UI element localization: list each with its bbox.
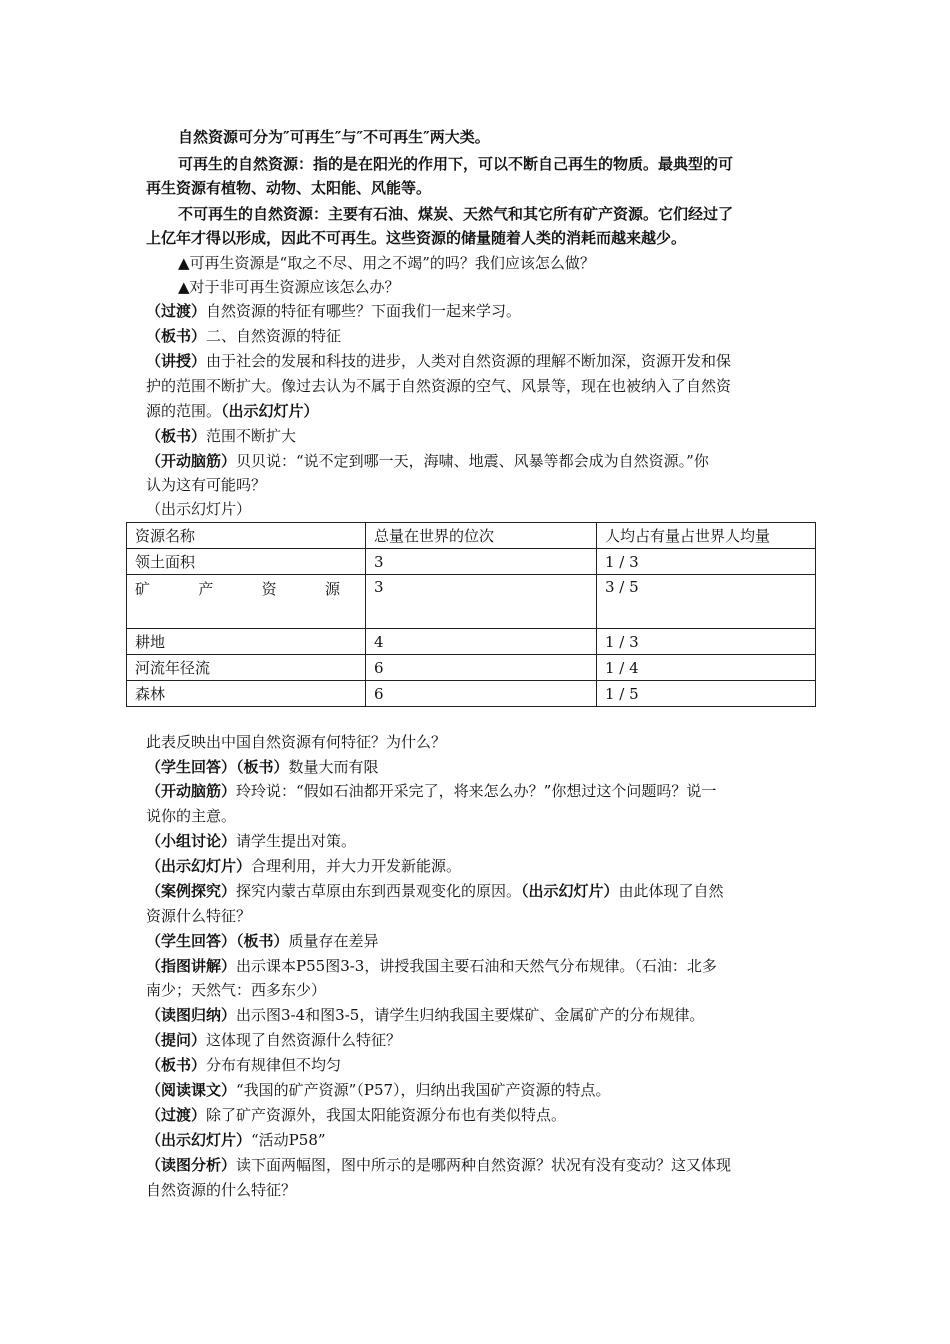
transition-text-2: 除了矿产资源外，我国太阳能资源分布也有类似特点。 — [206, 1106, 567, 1124]
board-line-3 — [146, 1055, 816, 1075]
table-cell: 耕地 — [127, 629, 366, 655]
board-text-3: 分布有规律但不均匀 — [206, 1056, 342, 1074]
map-analysis-line-1 — [146, 1155, 816, 1175]
brainstorm-2-text-1: 玲玲说：“假如石油都开采完了，将来怎么办？”你想过这个问题吗？说一 — [236, 782, 717, 800]
slide-text: 合理利用，并大力开发新能源。 — [251, 857, 462, 875]
table-cell: 3 — [366, 549, 597, 575]
question-text: 这体现了自然资源什么特征？ — [206, 1031, 402, 1049]
table-row — [127, 549, 816, 575]
question-nonrenewable: ▲对于非可再生资源应该怎么办？ — [178, 278, 400, 296]
case-study-line-2: 资源什么特征？ — [146, 907, 252, 925]
slide-tag: （出示幻灯片） — [146, 1131, 252, 1149]
table-cell: 1 / 4 — [597, 655, 816, 681]
slide-tag: （出示幻灯片） — [146, 857, 252, 875]
brainstorm-tag: （开动脑筋） — [146, 452, 237, 470]
map-analysis-tag: （读图分析） — [146, 1156, 237, 1174]
table-cell: 领土面积 — [127, 549, 366, 575]
lecture-text-1: 由于社会的发展和科技的进步，人类对自然资源的理解不断加深，资源开发和保 — [206, 352, 732, 370]
case-study-line-1 — [146, 881, 816, 901]
board-tag: （板书） — [236, 932, 289, 950]
brainstorm-line-2: 认为这有可能吗？ — [146, 476, 267, 494]
lecture-text-3: 源的范围。 — [146, 402, 222, 420]
transition-line-2 — [146, 1105, 816, 1125]
question-line — [146, 1030, 816, 1050]
table-question: 此表反映出中国自然资源有何特征？为什么？ — [146, 733, 447, 751]
table-cell: 6 — [366, 655, 597, 681]
reading-line — [146, 1080, 816, 1100]
table-cell: 6 — [366, 681, 597, 707]
brainstorm-2-line-2: 说你的主意。 — [146, 807, 237, 825]
student-answer-tag: （学生回答） — [146, 758, 237, 776]
map-summary-text: 出示图3-4和图3-5，请学生归纳我国主要煤矿、金属矿产的分布规律。 — [236, 1006, 705, 1024]
slide-note: （出示幻灯片） — [146, 500, 252, 518]
lecture-tag: （讲授） — [146, 352, 207, 370]
board-tag: （板书） — [236, 758, 289, 776]
label-char: 资 — [261, 580, 277, 598]
slide-activity-text: “活动P58” — [251, 1131, 326, 1149]
table-cell — [127, 575, 366, 629]
answer-text: 数量大而有限 — [288, 758, 379, 776]
table-header-cell: 人均占有量占世界人均量 — [597, 523, 816, 549]
slide-tag: （出示幻灯片） — [521, 882, 619, 900]
map-analysis-text-1: 读下面两幅图，图中所示的是哪两种自然资源？状况有没有变动？这又体现 — [236, 1156, 732, 1174]
map-summary-tag: （读图归纳） — [146, 1006, 237, 1024]
map-lecture-line-2: 南少；天然气：西多东少） — [146, 981, 327, 999]
student-answer-tag: （学生回答） — [146, 932, 237, 950]
question-renewable: ▲可再生资源是“取之不尽、用之不竭”的吗？我们应该怎么做？ — [178, 254, 595, 272]
transition-tag: （过渡） — [146, 302, 207, 320]
lecture-line-3 — [146, 401, 816, 421]
nonrenewable-definition-line-1: 不可再生的自然资源：主要有石油、煤炭、天然气和其它所有矿产资源。它们经过了 — [178, 205, 734, 223]
board-text-2: 范围不断扩大 — [206, 427, 297, 445]
label-char: 产 — [198, 580, 214, 598]
label-char: 矿 — [135, 580, 151, 598]
lecture-line-2: 护的范围不断扩大。像过去认为不属于自然资源的空气、风景等，现在也被纳入了自然资 — [146, 377, 732, 395]
resource-table — [126, 522, 816, 707]
board-heading-line — [146, 326, 816, 346]
label-char: 源 — [324, 580, 340, 598]
board-tag: （板书） — [146, 1056, 207, 1074]
answer-text: 质量存在差异 — [288, 932, 379, 950]
reading-text: “我国的矿产资源”（P57），归纳出我国矿产资源的特点。 — [236, 1081, 611, 1099]
map-lecture-line-1 — [146, 956, 816, 976]
case-study-text: 探究内蒙古草原由东到西景观变化的原因。 — [236, 882, 522, 900]
slide-activity-line — [146, 1130, 816, 1150]
group-discussion-text: 请学生提出对策。 — [236, 832, 357, 850]
nonrenewable-definition-line-2: 上亿年才得以形成，因此不可再生。这些资源的储量随着人类的消耗而越来越少。 — [146, 229, 687, 247]
case-study-text-2: 由此体现了自然 — [618, 882, 724, 900]
board-line-2 — [146, 426, 816, 446]
table-header-cell: 总量在世界的位次 — [366, 523, 597, 549]
slide-line — [146, 856, 816, 876]
table-cell: 3 — [366, 575, 597, 629]
brainstorm-text-1: 贝贝说：“说不定到哪一天，海啸、地震、风暴等都会成为自然资源。”你 — [236, 452, 709, 470]
map-analysis-line-2: 自然资源的什么特征？ — [146, 1181, 297, 1199]
renewable-definition-line-2: 再生资源有植物、动物、太阳能、风能等。 — [146, 179, 432, 197]
transition-text: 自然资源的特征有哪些？下面我们一起来学习。 — [206, 302, 522, 320]
case-study-tag: （案例探究） — [146, 882, 237, 900]
brainstorm-tag: （开动脑筋） — [146, 782, 237, 800]
lecture-slide-tag: （出示幻灯片） — [221, 402, 319, 420]
table-row — [127, 629, 816, 655]
map-lecture-tag: （指图讲解） — [146, 957, 237, 975]
map-summary-line — [146, 1005, 816, 1025]
mineral-resource-label — [135, 578, 340, 599]
board-text: 二、自然资源的特征 — [206, 327, 342, 345]
table-row — [127, 655, 816, 681]
table-cell: 森林 — [127, 681, 366, 707]
table-row — [127, 681, 816, 707]
student-answer-line-1 — [146, 757, 816, 777]
reading-tag: （阅读课文） — [146, 1081, 237, 1099]
group-discussion-tag: （小组讨论） — [146, 832, 237, 850]
table-cell: 3 / 5 — [597, 575, 816, 629]
brainstorm-line-1 — [146, 451, 816, 471]
brainstorm-2-line-1 — [146, 781, 816, 801]
board-tag: （板书） — [146, 327, 207, 345]
group-discussion-line — [146, 831, 816, 851]
intro-paragraph-1: 自然资源可分为″可再生″与″不可再生″两大类。 — [178, 128, 490, 146]
renewable-definition-line-1: 可再生的自然资源：指的是在阳光的作用下，可以不断自己再生的物质。最典型的可 — [178, 155, 734, 173]
map-lecture-text-1: 出示课本P55图3-3，讲授我国主要石油和天然气分布规律。（石油：北多 — [236, 957, 717, 975]
board-tag-2: （板书） — [146, 427, 207, 445]
table-cell: 河流年径流 — [127, 655, 366, 681]
student-answer-line-2 — [146, 931, 816, 951]
table-cell: 1 / 3 — [597, 629, 816, 655]
table-cell: 4 — [366, 629, 597, 655]
lecture-line-1 — [146, 351, 816, 371]
table-header-row — [127, 523, 816, 549]
table-cell: 1 / 5 — [597, 681, 816, 707]
question-tag: （提问） — [146, 1031, 207, 1049]
table-row — [127, 575, 816, 629]
table-header-cell: 资源名称 — [127, 523, 366, 549]
transition-line — [146, 301, 816, 321]
transition-tag: （过渡） — [146, 1106, 207, 1124]
table-cell: 1 / 3 — [597, 549, 816, 575]
